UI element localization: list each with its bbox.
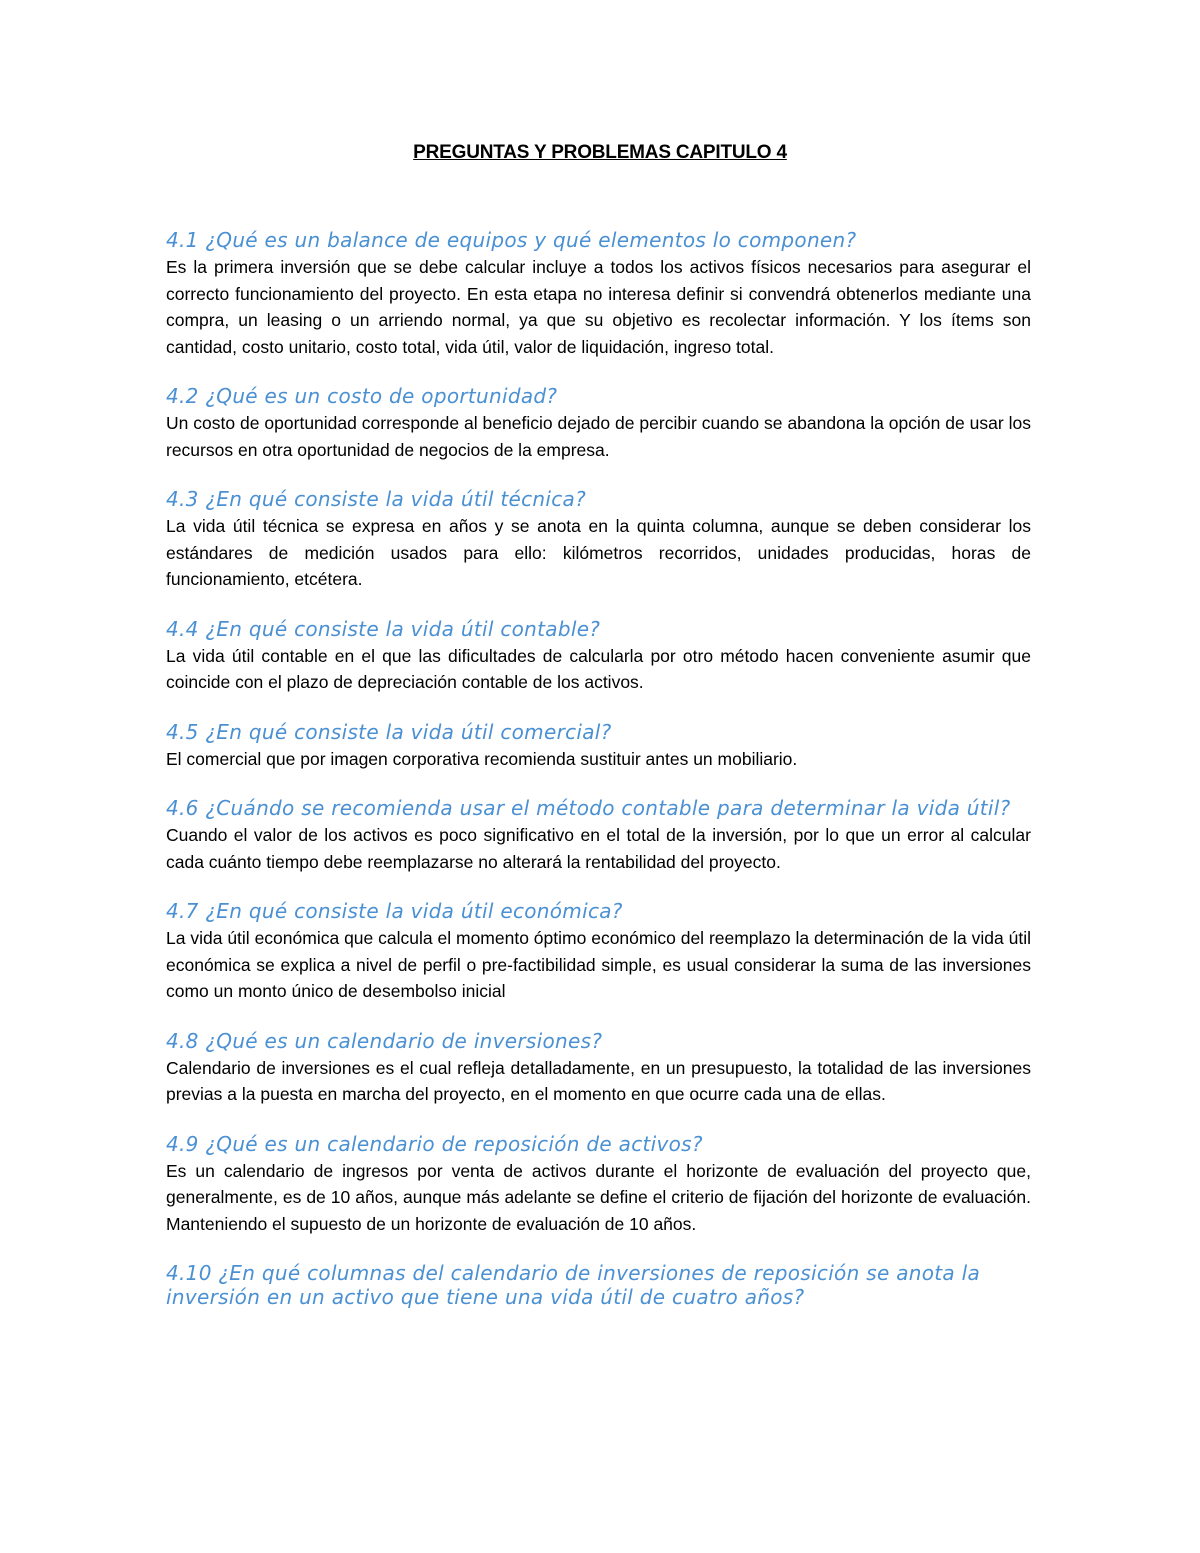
question-heading: 4.10 ¿En qué columnas del calendario de inversiones de reposición se anota la inversión en un activo que tiene una vida útil de cuatro años? xyxy=(166,1261,981,1309)
question-heading: 4.9 ¿Qué es un calendario de reposición de activos? xyxy=(166,1131,703,1156)
question-heading: 4.1 ¿Qué es un balance de equipos y qué elementos lo componen? xyxy=(166,228,857,252)
answer-text: La vida útil contable en el que las dificultades de calcularla por otro método hacen conveniente asumir que coincide con el plazo de depreciación contable de los activos. xyxy=(166,645,1031,692)
answer-text: La vida útil económica que calcula el momento óptimo económico del reemplazo la determinación de la vida útil económica se explica a nivel de perfil o pre-factibilidad simple, es usual considerar la suma de las inversiones como un monto único de desembolso inicial xyxy=(166,928,1031,1001)
answer-text: Es un calendario de ingresos por venta de activos durante el horizonte de evaluación del proyecto que, generalmente, es de 10 años, aunque más adelante se define el criterio de fijación del horizonte de evaluación. Manteniendo el supuesto de un horizonte de evaluación de 10 años. xyxy=(166,1160,1031,1234)
answer-text: El comercial que por imagen corporativa recomienda sustituir antes un mobiliario. xyxy=(166,748,798,769)
qa-item-4-7 xyxy=(166,899,1031,1005)
question-heading: 4.8 ¿Qué es un calendario de inversiones? xyxy=(166,1028,603,1053)
qa-item-4-6 xyxy=(166,796,1031,875)
answer-text: Cuando el valor de los activos es poco significativo en el total de la inversión, por lo que un error al calcular cada cuánto tiempo debe reemplazarse no alterará la rentabilidad del proyecto. xyxy=(166,825,1031,872)
qa-item-4-2 xyxy=(166,384,1031,463)
qa-item-4-3 xyxy=(166,487,1031,593)
qa-item-4-10 xyxy=(166,1261,1031,1309)
answer-text: Un costo de oportunidad corresponde al beneficio dejado de percibir cuando se abandona la opción de usar los recursos en otra oportunidad de negocios de la empresa. xyxy=(166,413,1031,460)
qa-list xyxy=(166,228,1031,1333)
qa-item-4-9 xyxy=(166,1132,1031,1238)
question-heading: 4.3 ¿En qué consiste la vida útil técnica? xyxy=(166,487,586,511)
document-title: PREGUNTAS Y PROBLEMAS CAPITULO 4 xyxy=(413,142,787,163)
question-heading: 4.2 ¿Qué es un costo de oportunidad? xyxy=(166,384,558,408)
question-heading: 4.5 ¿En qué consiste la vida útil comercial? xyxy=(166,719,612,744)
qa-item-4-8 xyxy=(166,1029,1031,1108)
answer-text: La vida útil técnica se expresa en años y se anota en la quinta columna, aunque se deben considerar los estándares de medición usados para ello: kilómetros recorridos, unidades producidas, horas de funcionamiento, etcétera. xyxy=(166,516,1031,589)
answer-text: Es la primera inversión que se debe calcular incluye a todos los activos físicos necesarios para asegurar el correcto funcionamiento del proyecto. En esta etapa no interesa definir si convendrá obtenerlos mediante una compra, un leasing o un arriendo normal, ya que su objetivo es recolectar información. Y los ítems son cantidad, costo unitario, costo total, vida útil, valor de liquidación, ingreso total. xyxy=(166,257,1031,357)
answer-text: Calendario de inversiones es el cual refleja detalladamente, en un presupuesto, la totalidad de las inversiones previas a la puesta en marcha del proyecto, en el momento en que ocurre cada una de ellas. xyxy=(166,1057,1031,1104)
question-heading: 4.4 ¿En qué consiste la vida útil contable? xyxy=(166,616,601,641)
question-heading: 4.7 ¿En qué consiste la vida útil económica? xyxy=(166,899,623,923)
qa-item-4-5 xyxy=(166,720,1031,773)
question-heading: 4.6 ¿Cuándo se recomienda usar el método contable para determinar la vida útil? xyxy=(166,796,1011,820)
qa-item-4-4 xyxy=(166,617,1031,696)
qa-item-4-1 xyxy=(166,228,1031,360)
